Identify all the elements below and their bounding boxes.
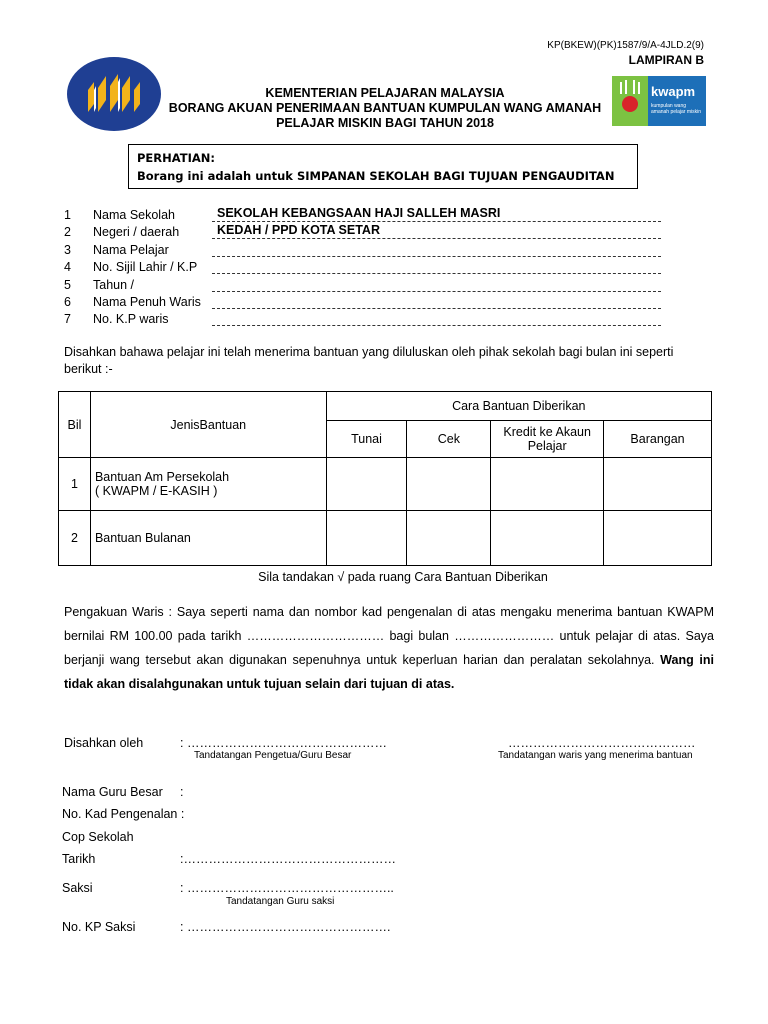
guardian-declaration (64, 600, 714, 696)
header-jenis-bantuan: JenisBantuan (90, 392, 326, 458)
field-line (212, 238, 661, 239)
row-jenis (90, 458, 326, 511)
field-row (64, 258, 664, 275)
field-label: Tahun / (93, 277, 135, 292)
tick-instruction: Sila tandakan √ pada ruang Cara Bantuan Diberikan (258, 570, 548, 584)
student-fields (64, 206, 664, 328)
field-label: Nama Pelajar (93, 242, 169, 257)
table-row (59, 458, 712, 511)
field-line (212, 308, 661, 309)
checkbox-cell-cek[interactable] (407, 458, 491, 511)
header-tunai: Tunai (326, 421, 407, 458)
tarikh-line[interactable]: :…………………………………………… (180, 852, 396, 866)
lampiran-label: LAMPIRAN B (628, 53, 704, 67)
field-row (64, 241, 664, 258)
header-cara-bantuan: Cara Bantuan Diberikan (326, 392, 711, 421)
cop-sekolah-label: Cop Sekolah (62, 830, 134, 844)
field-number: 7 (64, 312, 71, 327)
field-value-negeri-daerah[interactable]: KEDAH / PPD KOTA SETAR (217, 223, 380, 238)
field-line (212, 221, 661, 222)
confirmation-text: Disahkan bahawa pelajar ini telah menerima bantuan yang diluluskan oleh pihak sekolah bagi bulan ini seperti berikut :- (64, 345, 674, 376)
field-row (64, 276, 664, 293)
ministry-logo (66, 56, 162, 132)
field-line (212, 256, 661, 257)
table-row (59, 511, 712, 566)
field-label: Nama Sekolah (93, 208, 175, 222)
row-jenis-line2: ( KWAPM / E-KASIH ) (94, 484, 218, 498)
checkbox-cell-barangan[interactable] (604, 458, 712, 511)
kp-saksi-line[interactable]: : …………………………………………. (180, 920, 391, 934)
field-label: Nama Penuh Waris (93, 294, 201, 309)
field-number: 3 (64, 242, 71, 257)
nama-guru-besar-colon: : (180, 785, 184, 799)
header-kredit: Kredit ke Akaun Pelajar (491, 421, 604, 458)
row-bil: 1 (59, 458, 91, 511)
checkbox-cell-tunai[interactable] (326, 458, 407, 511)
saksi-signature-caption: Tandatangan Guru saksi (226, 896, 335, 907)
notice-box (128, 144, 638, 189)
header-cek: Cek (407, 421, 491, 458)
kwapm-logo-subtext: kumpulan wang amanah pelajar miskin (651, 103, 702, 115)
principal-signature-line[interactable]: : ………………………………………… (180, 736, 387, 750)
field-label: No. Sijil Lahir / K.P (93, 260, 198, 275)
title-line-2: BORANG AKUAN PENERIMAAN BANTUAN KUMPULAN WANG AMANAH (168, 101, 602, 115)
nama-guru-besar-label: Nama Guru Besar (62, 785, 163, 799)
field-row (64, 223, 664, 240)
row-jenis-line1: Bantuan Am Persekolah (94, 470, 230, 484)
field-label: No. K.P waris (93, 312, 169, 327)
field-number: 4 (64, 260, 71, 275)
waris-signature-caption: Tandatangan waris yang menerima bantuan (498, 750, 693, 761)
title-line-3: PELAJAR MISKIN BAGI TAHUN 2018 (276, 116, 494, 130)
aid-table (58, 391, 712, 566)
checkbox-cell-kredit[interactable] (491, 458, 604, 511)
notice-text: Borang ini adalah untuk SIMPANAN SEKOLAH BAGI TUJUAN PENGAUDITAN (137, 169, 615, 183)
checkbox-cell-barangan[interactable] (604, 511, 712, 566)
checkbox-cell-tunai[interactable] (326, 511, 407, 566)
saksi-label: Saksi (62, 881, 93, 895)
kp-saksi-label: No. KP Saksi (62, 920, 136, 934)
kwapm-figure-icon (612, 76, 648, 126)
kwapm-logo-emblem (612, 76, 648, 126)
declaration-bold-text: Wang ini tidak akan disalahgunakan untuk tujuan selain dari tujuan di atas. (64, 653, 714, 691)
disahkan-label: Disahkan oleh (64, 736, 144, 750)
header-bil: Bil (59, 392, 91, 458)
field-row (64, 206, 664, 223)
waris-signature-line[interactable]: ……………………………………… (508, 736, 696, 750)
field-line (212, 291, 661, 292)
field-label: Negeri / daerah (93, 225, 180, 240)
field-row (64, 310, 664, 327)
notice-title: PERHATIAN: (137, 151, 216, 165)
field-line (212, 325, 661, 326)
checkbox-cell-cek[interactable] (407, 511, 491, 566)
field-row (64, 293, 664, 310)
row-jenis: Bantuan Bulanan (90, 511, 326, 566)
form-title (150, 86, 620, 131)
saksi-signature-line[interactable]: : ………………………………………….. (180, 881, 394, 895)
kwapm-logo (612, 76, 706, 126)
declaration-text: Pengakuan Waris : Saya seperti nama dan nombor kad pengenalan di atas mengaku menerima bantuan KWAPM bernilai RM 100.00 pada tarikh …………………………… bagi bulan …………………… untuk pelajar di atas. Saya berjanji wang tersebut akan digunakan sepenuhnya untuk keperluan harian dan peralatan sekolahnya. (64, 605, 714, 667)
field-number: 2 (64, 225, 71, 240)
ic-label: No. Kad Pengenalan : (62, 807, 185, 821)
field-number: 1 (64, 208, 71, 222)
principal-signature-caption: Tandatangan Pengetua/Guru Besar (194, 750, 352, 761)
field-number: 5 (64, 277, 71, 292)
header-barangan: Barangan (604, 421, 712, 458)
row-bil: 2 (59, 511, 91, 566)
field-number: 6 (64, 294, 71, 309)
tarikh-label: Tarikh (62, 852, 96, 866)
reference-number: KP(BKEW)(PK)1587/9/A-4JLD.2(9) (547, 40, 704, 51)
kwapm-logo-text: kwapm (651, 84, 696, 99)
checkbox-cell-kredit[interactable] (491, 511, 604, 566)
title-line-1: KEMENTERIAN PELAJARAN MALAYSIA (265, 86, 505, 100)
field-line (212, 273, 661, 274)
field-value-nama-sekolah[interactable]: SEKOLAH KEBANGSAAN HAJI SALLEH MASRI (217, 206, 501, 220)
